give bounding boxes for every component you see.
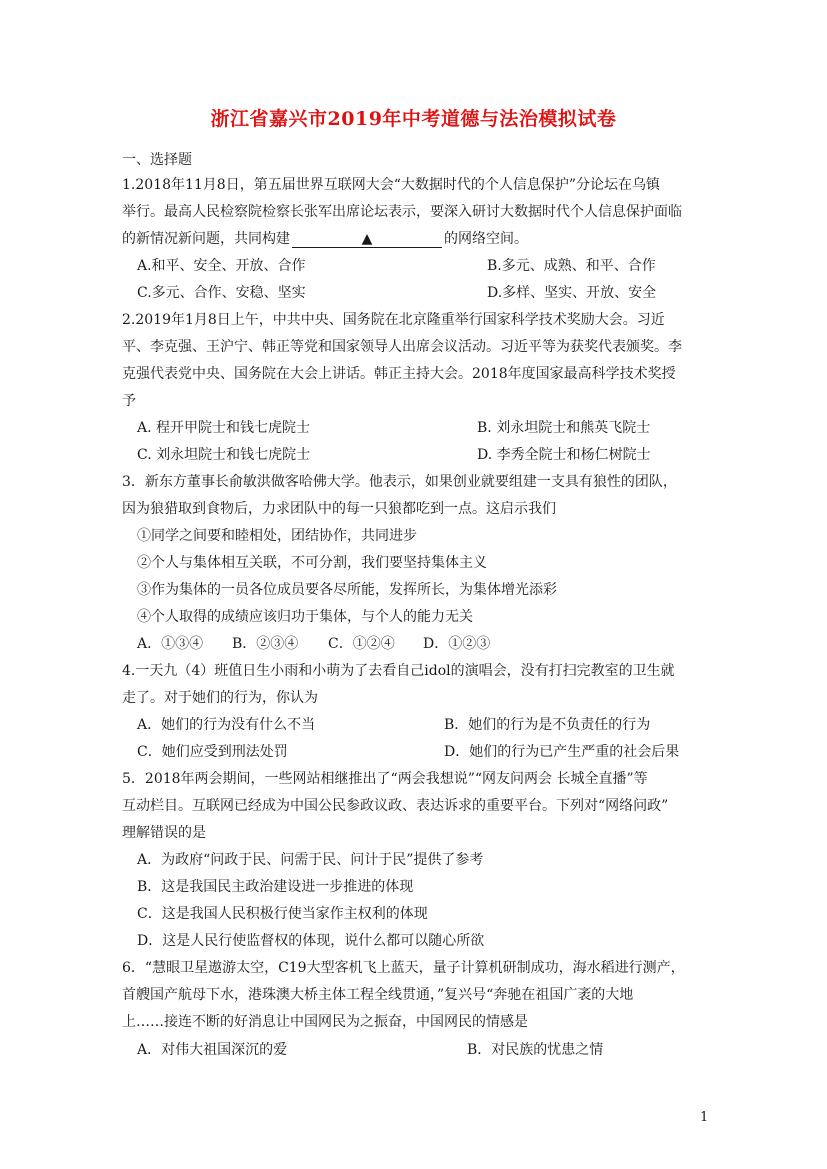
q1-option-a: A.和平、安全、开放、合作 (137, 258, 306, 274)
q3-statement-2: ②个人与集体相互关联，不可分割，我们要坚持集体主义 (137, 555, 487, 571)
page-title: 浙江省嘉兴市2019年中考道德与法治模拟试卷 (210, 108, 617, 130)
q3-statement-1: ①同学之间要和睦相处，团结协作，共同进步 (137, 528, 417, 544)
q1-stem-line-2: 举行。最高人民检察院检察长张军出席论坛表示，要深入研讨大数据时代个人信息保护面临 (122, 204, 682, 220)
q4-option-b: B．她们的行为是不负责任的行为 (444, 717, 651, 733)
q3-statement-3: ③作为集体的一员各位成员要各尽所能，发挥所长，为集体增光添彩 (137, 582, 557, 598)
q3-statement-4: ④个人取得的成绩应该归功于集体，与个人的能力无关 (137, 609, 473, 625)
q5-option-a: A．为政府“问政于民、问需于民、问计于民”提供了参考 (137, 852, 484, 868)
q3-option-b: B．②③④ (232, 636, 299, 652)
q1-stem-part-a: 的新情况新问题，共同构建 (122, 231, 290, 247)
page-number: 1 (700, 1110, 709, 1125)
q6-stem-line-3: 上……接连不断的好消息让中国网民为之振奋，中国网民的情感是 (122, 1014, 528, 1030)
q6-stem-line-1: 6．“慧眼卫星遨游太空，C19大型客机飞上蓝天，量子计算机研制成功，海水稻进行测产， (122, 960, 685, 976)
q2-option-b: B. 刘永坦院士和熊英飞院士 (477, 420, 651, 436)
q2-option-c: C. 刘永坦院士和钱七虎院士 (137, 447, 311, 463)
q1-stem-part-b: 的网络空间。 (444, 231, 528, 247)
q3-option-c: C．①②④ (328, 636, 395, 652)
q4-stem-line-1: 4.一天九（4）班值日生小雨和小萌为了去看自己idol的演唱会，没有打扫完教室的卫生就 (122, 663, 675, 679)
q5-option-d: D．这是人民行使监督权的体现，说什么都可以随心所欲 (137, 933, 485, 949)
q3-option-a: A．①③④ (137, 636, 204, 652)
q2-stem-line-3: 克强代表党中央、国务院在大会上讲话。韩正主持大会。2018年度国家最高科学技术奖授 (122, 366, 676, 382)
q4-option-c: C．她们应受到刑法处罚 (137, 744, 288, 760)
q5-stem-line-3: 理解错误的是 (122, 825, 206, 841)
q5-option-c: C．这是我国人民积极行使当家作主权利的体现 (137, 906, 428, 922)
q6-option-a: A．对伟大祖国深沉的爱 (137, 1042, 288, 1058)
q5-option-b: B．这是我国民主政治建设进一步推进的体现 (137, 879, 414, 895)
q3-stem-line-1: 3．新东方董事长俞敏洪做客哈佛大学。他表示，如果创业就要组建一支具有狼性的团队， (122, 474, 677, 490)
q4-option-a: A．她们的行为没有什么不当 (137, 717, 316, 733)
q2-option-d: D. 李秀全院士和杨仁树院士 (477, 447, 651, 463)
q3-option-d: D．①②③ (423, 636, 491, 652)
q5-stem-line-1: 5．2018年两会期间，一些网站相继推出了“两会我想说”“网友问两会 长城全直播”等 (122, 771, 648, 787)
q2-stem-line-4: 予 (122, 393, 136, 409)
q1-option-b: B.多元、成熟、和平、合作 (487, 258, 656, 274)
q3-stem-line-2: 因为狼猎取到食物后，力求团队中的每一只狼都吃到一点。这启示我们 (122, 501, 556, 517)
q4-stem-line-2: 走了。对于她们的行为，你认为 (122, 690, 318, 706)
q1-answer-blank: ▲ (292, 231, 442, 248)
q1-option-c: C.多元、合作、安稳、坚实 (137, 285, 306, 301)
q1-stem-line-1: 1.2018年11月8日，第五届世界互联网大会“大数据时代的个人信息保护”分论坛在乌镇 (122, 177, 661, 193)
section-heading: 一、选择题 (122, 152, 192, 168)
q2-option-a: A. 程开甲院士和钱七虎院士 (137, 420, 311, 436)
q2-stem-line-1: 2.2019年1月8日上午，中共中央、国务院在北京隆重举行国家科学技术奖励大会。习近 (122, 312, 665, 328)
q5-stem-line-2: 互动栏目。互联网已经成为中国公民参政议政、表达诉求的重要平台。下列对“网络问政” (122, 798, 669, 814)
q1-stem-line-3 (122, 230, 528, 248)
q1-option-d: D.多样、坚实、开放、安全 (487, 285, 657, 301)
q6-stem-line-2: 首艘国产航母下水，港珠澳大桥主体工程全线贯通，”复兴号“奔驰在祖国广袤的大地 (122, 987, 634, 1003)
q4-option-d: D．她们的行为已产生严重的社会后果 (444, 744, 680, 760)
q2-stem-line-2: 平、李克强、王沪宁、韩正等党和国家领导人出席会议活动。习近平等为获奖代表颁奖。李 (122, 339, 682, 355)
q6-option-b: B．对民族的忧患之情 (467, 1042, 604, 1058)
